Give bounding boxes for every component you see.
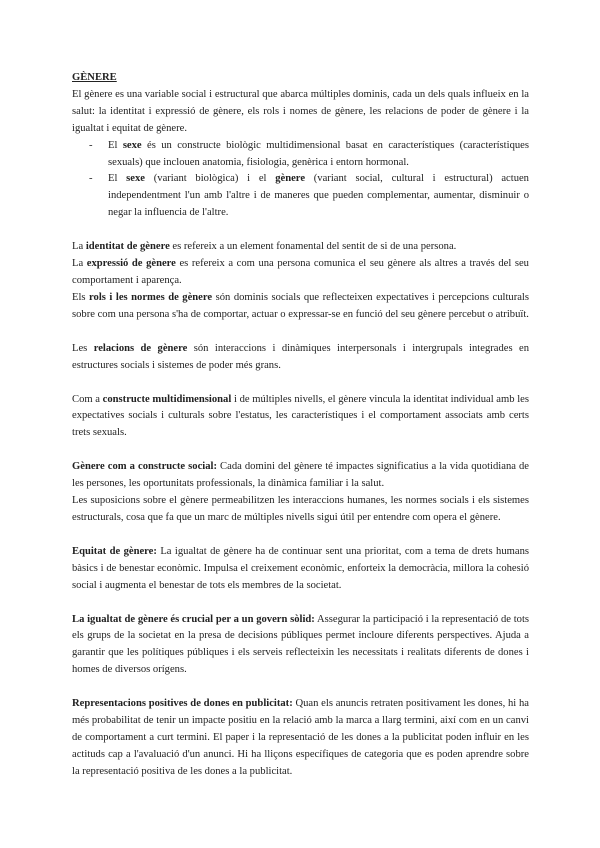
expressio-paragraph: [72, 256, 529, 290]
bullet-text: (variant social, cultural i estructural) actuen independentment l'un amb l'altre i de maneres que pueden complementar, aumentar, disminuir o negar la influencia de l'altre.: [108, 173, 529, 219]
bullet-item-sexe: [72, 138, 529, 172]
bullet-text: El: [108, 139, 123, 151]
term: Representacions positives de dones en publicitat:: [72, 698, 293, 710]
term: constructe multidimensional: [102, 393, 232, 405]
suposicions-paragraph: Les suposicions sobre el gènere permeabilitzen les interaccions humanes, les normes socials i els sistemes estructurals, cosa que fa que un marc de múltiples nivells sigui útil per entendre com opera el gènere.: [72, 495, 529, 523]
intro-paragraph: El gènere es una variable social i estructural que abarca múltiples dominis, cada un dels quals influeix en la salut: la identitat i expressió de gènere, els rols i nomes de gènere, les relacions de poder de gènere i la igualtat i equitat de gènere.: [72, 88, 529, 134]
bullet-dash: -: [89, 173, 93, 185]
text: La: [72, 258, 87, 270]
bullet-term: sexe: [122, 139, 142, 151]
text: es refereix a un element fonamental del sentit de si de una persona.: [169, 241, 457, 253]
text: i de múltiples nivells, el gènere vincula la identitat individual amb les expectatives socials i culturals sobre l'estatus, les característiques i el comportament associats amb certs trets sexuals.: [72, 393, 529, 439]
text: Cada domini del gènere té impactes significatius a la vida quotidiana de les persones, les oportunitats professionals, la dinàmica familiar i la salut.: [72, 461, 529, 490]
text: són interaccions i dinàmiques interpersonals i intergrupals integrades en estructures socials i sistemes de poder més grans.: [72, 342, 529, 371]
bullet-text: (variant biològica) i el: [145, 173, 276, 185]
text: La igualtat de gènere ha de continuar sent una prioritat, com a tema de drets humans bàsics i de benestar econòmic. Impulsa el creixement econòmic, enforteix la democràcia, millora la cohesió social i augmenta el benestar de tots els membres de la societat.: [72, 545, 529, 591]
genere-constructe-paragraph: [72, 459, 529, 493]
term: expressió de gènere: [86, 258, 176, 270]
text: Les: [72, 342, 94, 354]
text: són dominis socials que reflecteixen expectatives i percepcions culturals sobre com una persona s'ha de comportar, actuar o expressar-se en funció del seu gènere percebut o atribuït.: [72, 291, 529, 320]
identitat-paragraph: [72, 239, 529, 256]
bullet-item-sexe-genere: [72, 171, 529, 222]
bullet-term: gènere: [275, 173, 306, 185]
text: Quan els anuncis retraten positivament les dones, hi ha més probabilitat de tenir un impacte positiu en la relació amb la marca a llarg termini, així com en un canvi de comportament a curt termini. El paper i la representació de les dones a la publicitat poden influir en les actituds cap a l'avaluació d'un anunci. Hi ha lliçons específiques de categoria que es poden aprendre sobre la representació positiva de les dones a la publicitat.: [72, 698, 529, 777]
bullet-text: és un constructe biològic multidimensional basat en característiques (característiques sexuals) que inclouen anatomia, fisiologia, genèrica i entorn hormonal.: [108, 139, 529, 168]
term: identitat de gènere: [85, 241, 170, 253]
text: Els: [72, 291, 90, 303]
bullet-list: [72, 138, 529, 223]
bullet-dash: -: [89, 139, 93, 151]
term: La igualtat de gènere és crucial per a un govern sòlid:: [72, 613, 315, 625]
text: Com a: [72, 393, 103, 405]
text: Assegurar la participació i la representació de tots els grups de la societat en la presa de decisions públiques permet incloure diferents perspectives. Ajuda a garantir que les polítiques públiques i els serveis reflecteixin les necessitats i realitats diferents de dones i homes de diversos orígens.: [72, 613, 530, 676]
section-title: GÈNERE: [72, 72, 117, 83]
term: relacions de gènere: [93, 342, 188, 354]
text: La: [72, 241, 86, 253]
document-body: [72, 70, 529, 781]
igualtat-paragraph: [72, 612, 529, 680]
rols-paragraph: [72, 290, 529, 324]
relacions-paragraph: [72, 341, 529, 375]
bullet-term: sexe: [126, 173, 145, 185]
equitat-paragraph: [72, 544, 529, 595]
text: es refereix a com una persona comunica el seu gènere als altres a través del seu comportament i aparença.: [72, 258, 529, 286]
bullet-text: El: [108, 173, 127, 185]
term: rols i les normes de gènere: [89, 291, 213, 303]
constructe-paragraph: [72, 392, 529, 443]
term: Gènere com a constructe social:: [72, 461, 217, 473]
term: Equitat de gènere:: [72, 545, 157, 557]
representacions-paragraph: [72, 696, 529, 781]
